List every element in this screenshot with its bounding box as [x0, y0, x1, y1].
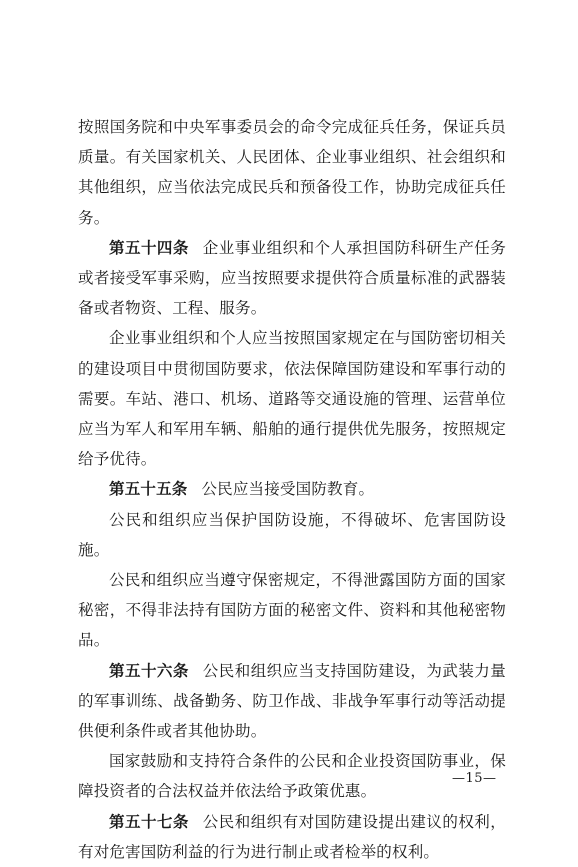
paragraph-article-54-clause-2 — [78, 323, 506, 474]
article-number: 第五十五条 — [109, 480, 188, 499]
article-number: 第五十六条 — [109, 661, 189, 680]
paragraph-article-57 — [78, 807, 506, 867]
paragraph-text: 公民和组织有对国防建设提出建议的权利，有对危害国防利益的行为进行制止或者检举的权利。 — [78, 812, 506, 861]
paragraph-article-54 — [78, 233, 506, 324]
paragraph-article-55-clause-2 — [78, 505, 506, 565]
paragraph-continuation — [78, 112, 506, 233]
paragraph-article-55-clause-3 — [78, 565, 506, 656]
paragraph-text: 按照国务院和中央军事委员会的命令完成征兵任务，保证兵员质量。有关国家机关、人民团体、企业事业组织、社会组织和其他组织，应当依法完成民兵和预备役工作，协助完成征兵任务。 — [78, 118, 506, 227]
document-body — [78, 112, 506, 867]
paragraph-text: 公民和组织应当遵守保密规定，不得泄露国防方面的国家秘密，不得非法持有国防方面的秘密文件、资料和其他秘密物品。 — [78, 571, 506, 650]
paragraph-text: 企业事业组织和个人承担国防科研生产任务或者接受军事采购，应当按照要求提供符合质量标准的武器装备或者物资、工程、服务。 — [78, 238, 506, 318]
paragraph-text: 企业事业组织和个人应当按照国家规定在与国防密切相关的建设项目中贯彻国防要求，依法保障国防建设和军事行动的需要。车站、港口、机场、道路等交通设施的管理、运营单位应当为军人和军用车辆、船舶的通行提供优先服务，按照规定给予优待。 — [78, 329, 506, 469]
paragraph-text: 公民应当接受国防教育。 — [201, 480, 375, 499]
paragraph-text: 公民和组织应当保护国防设施，不得破坏、危害国防设施。 — [78, 510, 506, 559]
paragraph-article-55 — [78, 474, 506, 504]
paragraph-text: 国家鼓励和支持符合条件的公民和企业投资国防事业，保障投资者的合法权益并依法给予政策优惠。 — [78, 752, 506, 801]
paragraph-article-56-clause-2 — [78, 746, 506, 806]
article-number: 第五十七条 — [109, 812, 189, 831]
paragraph-article-56 — [78, 656, 506, 747]
article-number: 第五十四条 — [109, 238, 189, 257]
paragraph-text: 公民和组织应当支持国防建设，为武装力量的军事训练、战备勤务、防卫作战、非战争军事行动等活动提供便利条件或者其他协助。 — [78, 661, 506, 741]
page-number: —15— — [452, 771, 497, 786]
